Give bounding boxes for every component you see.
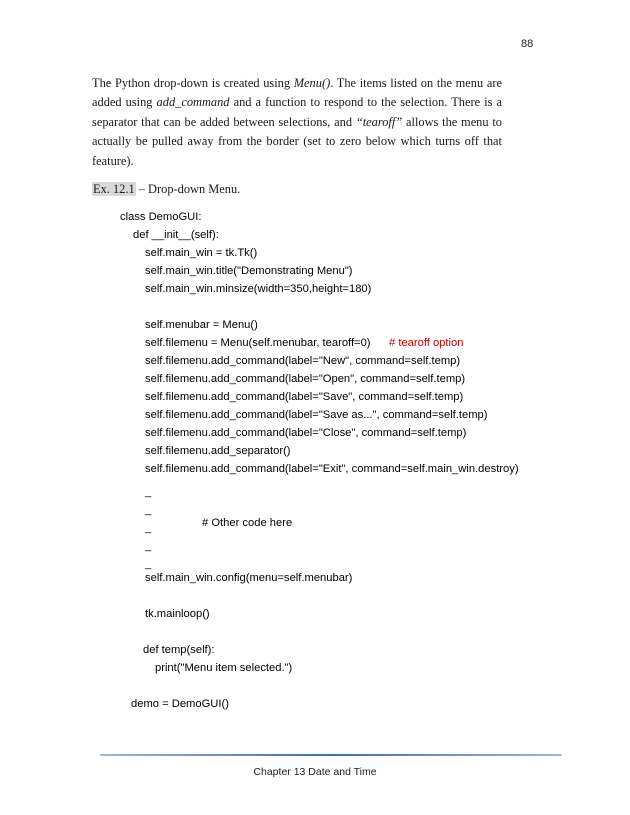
code-line: class DemoGUI: xyxy=(120,211,202,223)
intro-text-2: . The items listed on the menu are added using xyxy=(92,76,502,110)
menu-function-name: Menu() xyxy=(293,76,331,90)
example-id: Ex. 12.1 xyxy=(93,182,135,196)
example-title: – Drop-down Menu. xyxy=(135,182,241,196)
code-line: self.main_win.minsize(width=350,height=180) xyxy=(145,283,372,295)
footer-rule xyxy=(100,754,562,756)
code-line: self.filemenu.add_command(label="New", command=self.temp) xyxy=(145,355,461,367)
code-line: tk.mainloop() xyxy=(145,608,210,620)
code-line: self.filemenu.add_command(label="Close", command=self.temp) xyxy=(145,427,467,439)
example-caption xyxy=(92,181,240,197)
code-line: print("Menu item selected.") xyxy=(155,662,293,674)
code-ellipsis-dash: _ xyxy=(145,504,152,516)
code-ellipsis-dash: _ xyxy=(145,558,152,570)
code-line: def __init__(self): xyxy=(133,229,219,241)
code-ellipsis-dash: _ xyxy=(145,540,152,552)
add-command-name: add_command xyxy=(156,95,230,110)
code-line: self.filemenu.add_separator() xyxy=(145,445,291,457)
code-comment-other: # Other code here xyxy=(202,517,293,529)
page-number: 88 xyxy=(521,38,534,50)
code-line: self.filemenu.add_command(label="Exit", command=self.main_win.destroy) xyxy=(145,463,519,475)
code-line: self.filemenu.add_command(label="Open", command=self.temp) xyxy=(145,373,466,385)
code-line: self.main_win = tk.Tk() xyxy=(145,247,258,259)
code-comment-tearoff: # tearoff option xyxy=(389,337,464,349)
code-line: demo = DemoGUI() xyxy=(131,698,229,710)
intro-text-1: The Python drop-down is created using xyxy=(92,76,294,90)
code-ellipsis-dash: _ xyxy=(145,486,152,498)
code-line: self.main_win.config(menu=self.menubar) xyxy=(145,572,353,584)
code-line: self.main_win.title("Demonstrating Menu") xyxy=(145,265,353,277)
tearoff-term: “tearoff” xyxy=(355,114,403,129)
code-line: def temp(self): xyxy=(143,644,215,656)
code-line: self.filemenu.add_command(label="Save as...", command=self.temp) xyxy=(145,409,488,421)
chapter-footer: Chapter 13 Date and Time xyxy=(253,766,377,778)
code-ellipsis-dash: _ xyxy=(145,522,152,534)
code-line: self.filemenu = Menu(self.menubar, tearoff=0) xyxy=(145,337,371,349)
code-line: self.filemenu.add_command(label="Save", command=self.temp) xyxy=(145,391,464,403)
intro-text-3: and a function to respond to the selection. There is a separator that can be added between selections, and xyxy=(92,95,502,129)
code-line: self.menubar = Menu() xyxy=(145,319,258,331)
intro-paragraph xyxy=(92,74,502,171)
intro-text-4: allows the menu to actually be pulled away from the border (set to zero below which turns off that feature). xyxy=(92,114,502,168)
